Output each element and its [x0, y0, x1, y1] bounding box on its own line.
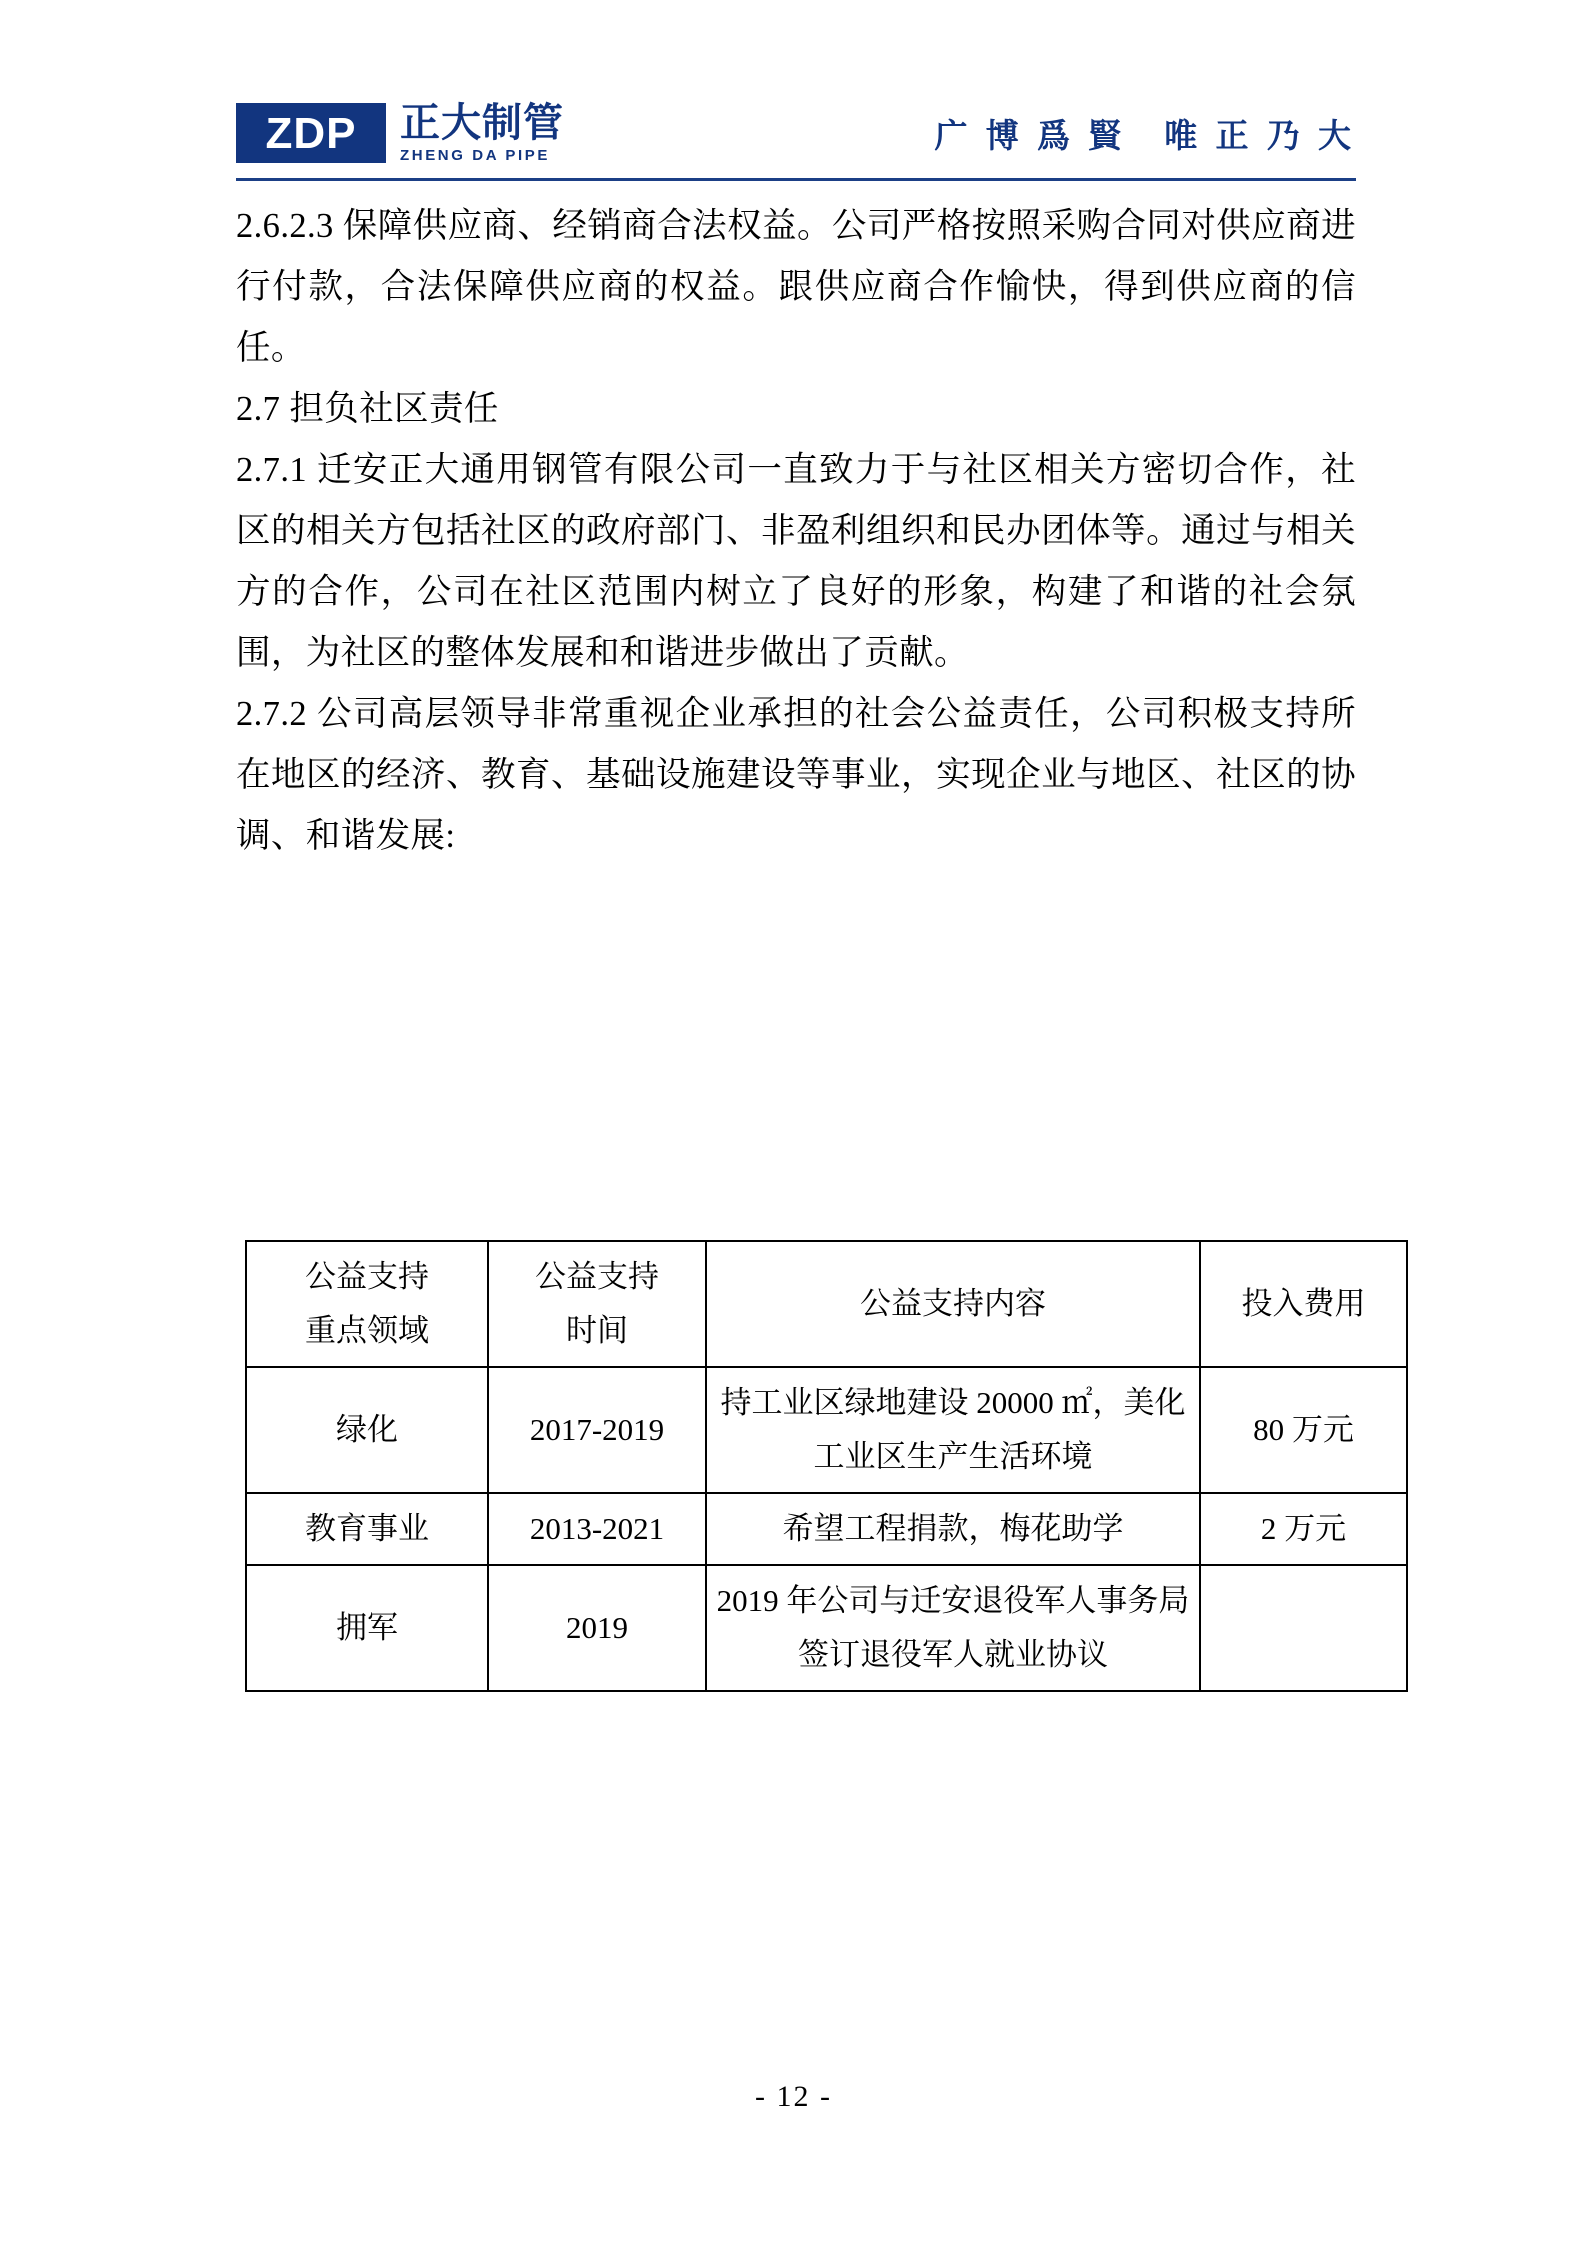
table-header-period: 公益支持 时间 [488, 1241, 706, 1367]
table-header-cost: 投入费用 [1200, 1241, 1407, 1367]
paragraph-2-7-1: 2.7.1 迁安正大通用钢管有限公司一直致力于与社区相关方密切合作，社区的相关方包括社区的政府部门、非盈利组织和民办团体等。通过与相关方的合作，公司在社区范围内树立了良好的形象，构建了和谐的社会氛围，为社区的整体发展和和谐进步做出了贡献。 [236, 451, 1356, 672]
table-row [246, 1565, 1407, 1691]
cell-cost: 2 万元 [1200, 1493, 1407, 1565]
cell-content: 2019 年公司与迁安退役军人事务局签订退役军人就业协议 [706, 1565, 1200, 1691]
svg-text:ZDP: ZDP [265, 109, 357, 158]
table-header-row [246, 1241, 1407, 1367]
cell-area: 绿化 [246, 1367, 488, 1493]
cell-cost: 80 万元 [1200, 1367, 1407, 1493]
page-number: - 12 - [755, 2080, 832, 2113]
table-row [246, 1493, 1407, 1565]
page-header [236, 92, 1356, 174]
public-welfare-table [245, 1240, 1408, 1692]
document-body [236, 196, 1356, 867]
company-logo [236, 103, 564, 163]
heading-2-7: 2.7 担负社区责任 [236, 390, 499, 428]
zdp-logo-icon [236, 103, 386, 163]
cell-area: 拥军 [246, 1565, 488, 1691]
cell-period: 2013-2021 [488, 1493, 706, 1565]
table-header-area: 公益支持 重点领域 [246, 1241, 488, 1367]
cell-content: 希望工程捐款，梅花助学 [706, 1493, 1200, 1565]
table-row [246, 1367, 1407, 1493]
company-slogan: 广 博 爲 賢 唯 正 乃 大 [934, 118, 1356, 155]
logo-company-name-en: ZHENG DA PIPE [400, 147, 550, 164]
cell-area: 教育事业 [246, 1493, 488, 1565]
cell-period: 2017-2019 [488, 1367, 706, 1493]
logo-company-name-cn: 正大制管 [400, 101, 564, 145]
cell-cost [1200, 1565, 1407, 1691]
table-header-content: 公益支持内容 [706, 1241, 1200, 1367]
cell-content: 持工业区绿地建设 20000 ㎡，美化工业区生产生活环境 [706, 1367, 1200, 1493]
paragraph-2-6-2-3: 2.6.2.3 保障供应商、经销商合法权益。公司严格按照采购合同对供应商进行付款，合法保障供应商的权益。跟供应商合作愉快，得到供应商的信任。 [236, 207, 1356, 367]
public-welfare-table-wrapper [245, 1240, 1366, 1692]
paragraph-2-7-2: 2.7.2 公司高层领导非常重视企业承担的社会公益责任，公司积极支持所在地区的经济、教育、基础设施建设等事业，实现企业与地区、社区的协调、和谐发展: [236, 695, 1356, 855]
cell-period: 2019 [488, 1565, 706, 1691]
header-divider [236, 178, 1356, 181]
